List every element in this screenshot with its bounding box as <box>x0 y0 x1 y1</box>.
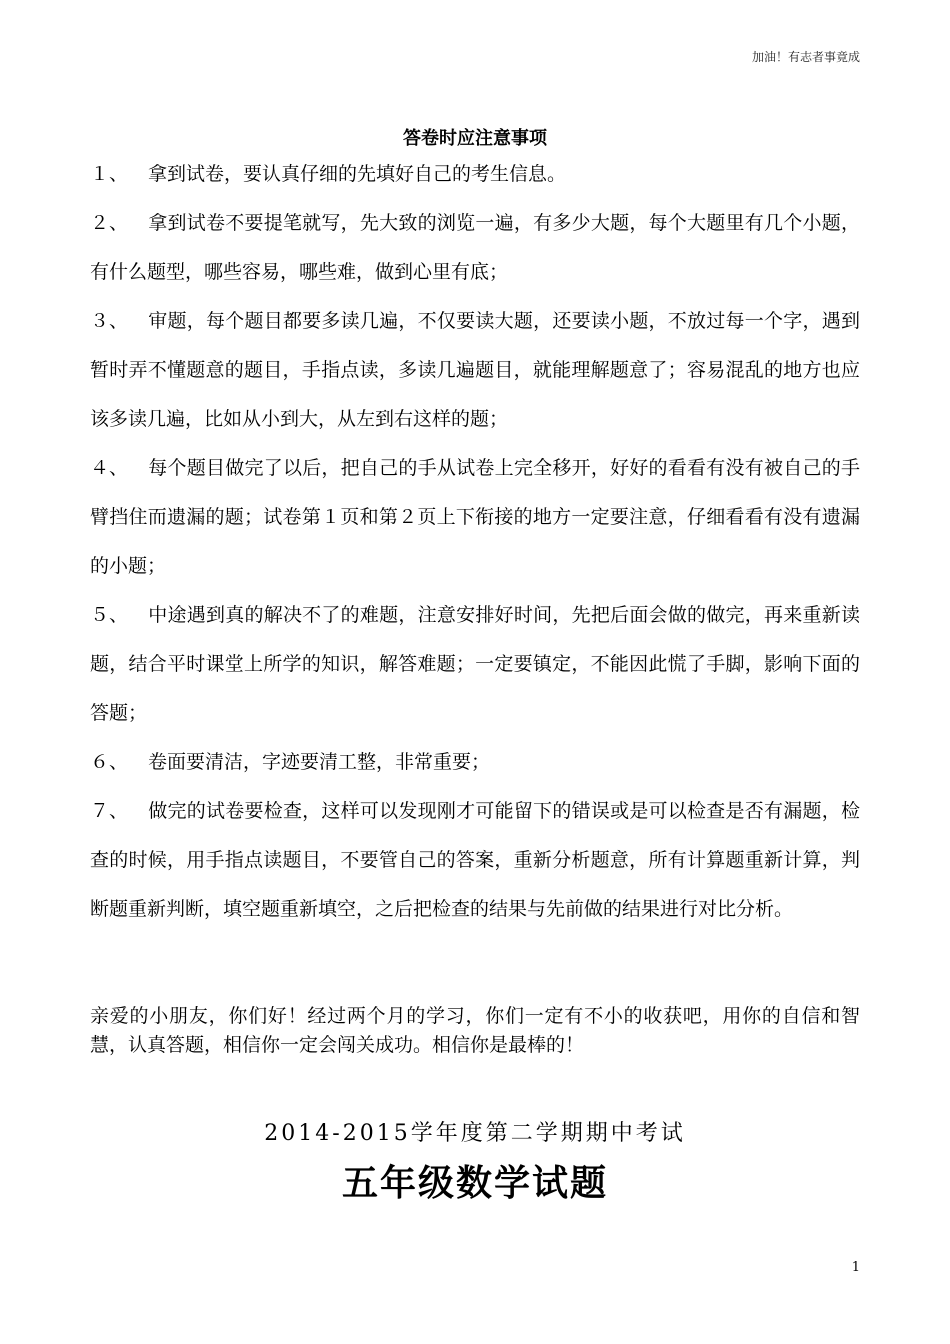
page-number: 1 <box>851 1260 860 1275</box>
note-number: １、 <box>90 163 129 185</box>
note-text: 做完的试卷要检查，这样可以发现刚才可能留下的错误或是可以检查是否有漏题，检查的时候，用手指点读题目，不要管自己的答案，重新分析题意，所有计算题重新计算，判断题重新判断，填空题重新填空，之后把检查的结果与先前做的结果进行对比分析。 <box>90 800 860 920</box>
note-item-7 <box>90 787 860 934</box>
note-text: 卷面要清洁，字迹要清工整，非常重要； <box>148 751 491 773</box>
notes-title: 答卷时应注意事项 <box>403 128 547 149</box>
note-item-2 <box>90 199 860 297</box>
note-number: ６、 <box>90 751 129 773</box>
note-number: ３、 <box>90 310 129 332</box>
greeting-paragraph: 亲爱的小朋友，你们好！经过两个月的学习，你们一定有不小的收获吧，用你的自信和智慧，认真答题，相信你一定会闯关成功。相信你是最棒的！ <box>90 1005 860 1056</box>
note-text: 拿到试卷，要认真仔细的先填好自己的考生信息。 <box>148 163 567 185</box>
note-item-4 <box>90 444 860 591</box>
exam-title: 五年级数学试题 <box>341 1163 608 1204</box>
notes-list <box>90 150 860 934</box>
note-number: ２、 <box>90 212 129 234</box>
exam-subtitle: 2014-2015学年度第二学期期中考试 <box>264 1121 686 1146</box>
note-item-5 <box>90 591 860 738</box>
note-item-1 <box>90 150 860 199</box>
note-text: 每个题目做完了以后，把自己的手从试卷上完全移开，好好的看看有没有被自己的手臂挡住而遗漏的题；试卷第１页和第２页上下衔接的地方一定要注意，仔细看看有没有遗漏的小题； <box>90 457 860 577</box>
header-motto: 加油！有志者事竟成 <box>751 50 860 64</box>
note-number: ５、 <box>90 604 129 626</box>
note-text: 审题，每个题目都要多读几遍，不仅要读大题，还要读小题，不放过每一个字，遇到暂时弄不懂题意的题目，手指点读，多读几遍题目，就能理解题意了；容易混乱的地方也应该多读几遍，比如从小到大，从左到右这样的题； <box>90 310 860 430</box>
note-number: ７、 <box>90 800 129 822</box>
note-text: 拿到试卷不要提笔就写，先大致的浏览一遍，有多少大题，每个大题里有几个小题，有什么题型，哪些容易，哪些难，做到心里有底； <box>90 212 860 283</box>
note-text: 中途遇到真的解决不了的难题，注意安排好时间，先把后面会做的做完，再来重新读题，结合平时课堂上所学的知识，解答难题；一定要镇定，不能因此慌了手脚，影响下面的答题； <box>90 604 860 724</box>
note-item-6 <box>90 738 860 787</box>
note-item-3 <box>90 297 860 444</box>
note-number: ４、 <box>90 457 129 479</box>
